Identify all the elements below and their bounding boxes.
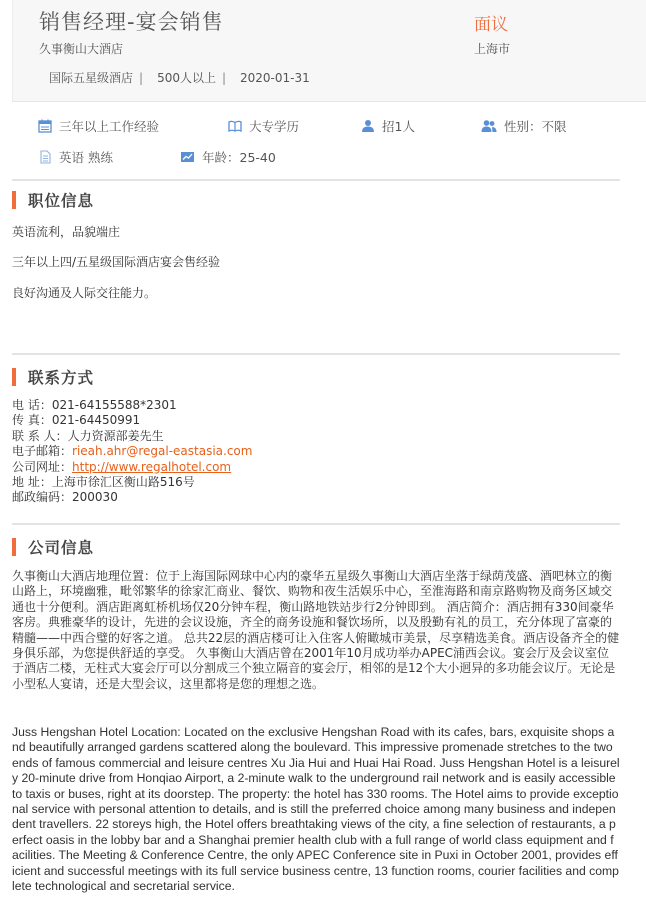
attr-language [38,148,113,166]
section-title: 公司信息 [28,539,95,557]
salary: 面议 [474,15,508,35]
address-value: 上海市徐汇区衡山路516号 [51,475,195,490]
address-label: 地 址： [12,475,52,490]
requirement-line: 良好沟通及人际交往能力。 [12,286,157,300]
phone-value: 021-64155588*2301 [51,398,177,412]
people-icon [481,119,497,133]
fax-label: 传 真： [12,413,52,428]
requirement-line: 英语流利，品貌端庄 [12,225,121,239]
divider [12,179,620,181]
website-link[interactable]: http://www.regalhotel.com [72,459,232,474]
section-accent-bar [12,191,16,209]
company-size: 500人以上 [157,71,216,85]
company-description-cn: 久事衡山大酒店地理位置：位于上海国际网球中心内的豪华五星级久事衡山大酒店坐落于绿荫茂盛、酒吧林立的衡山路上，环境幽雅，毗邻繁华的徐家汇商业、餐饮、购物和夜生活娱乐中心，至淮海路和南京路购物及商务区域交通也十分便利。酒店距离虹桥机场仅20分钟车程，衡山路地铁站步行2分钟即到。 酒店简介：酒店拥有330间豪华客房。典雅豪华的设计，先进的会议设施，齐全的商务设施和餐饮场所，以及殷勤有礼的员工，充分体现了富豪的精髓——中西合璧的好客之道。 总共22层的酒店楼可让入住客人俯瞰城市美景，尽享精选美食。酒店设备齐全的健身俱乐部，为您提供舒适的享受。 久事衡山大酒店曾在2001年10月成功举办APEC浦西会议。宴会厅及会议室位于酒店二楼，无柱式大宴会厅可以分割成三个独立隔音的宴会厅，相邻的是12个大小迥异的多功能会议厅。无论是小型私人宴请，还是大型会议，这里都将是您的理想之选。 [12,569,620,691]
job-header [12,0,646,102]
document-icon [38,150,52,164]
contact-address [12,475,252,490]
contact-person [12,429,252,444]
contact-email [12,444,252,459]
section-contact [12,366,94,388]
email-link[interactable]: rieah.ahr@regal-eastasia.com [72,444,253,459]
section-title: 联系方式 [28,369,95,387]
section-accent-bar [12,538,16,556]
person-icon [361,119,375,133]
divider [12,353,620,355]
company-description-en: Juss Hengshan Hotel Location: Located on the exclusive Hengshan Road with its cafes, bars, exquisite shops and beautifully arranged gardens scattered along the boulevard. This impressive promenade stretches to the two ends of famous commercial and leisure centres Xu Jia Hui and Huai Hai Road. Juss Hengshan Hotel is a leisurely 20-minute drive from Honqiao Airport, a 2-minute walk to the underground rail network and is easily accessible to taxis or buses, right at its doorstep. The property: the hotel has 330 rooms. The Hotel aims to provide exceptional service with personal attention to details, and is still the preferred choice among many business and independent travellers. 22 storeys high, the Hotel offers breathtaking views of the city, a fine selection of restaurants, a perfect oasis in the lobby bar and a Shanghai premier health club with a full range of world class equipment and facilities. The Meeting & Conference Centre, the only APEC Conference site in Puxi in October 2001, provides efficient and successful meetings with its full service business centre, 13 function rooms, courier facilities and complete technological and secretarial service. [12,725,620,894]
attr-label: 三年以上工作经验 [59,119,160,134]
contact-details [12,398,252,506]
company-name[interactable]: 久事衡山大酒店 [39,42,124,56]
company-meta [49,69,310,86]
attr-experience [38,117,159,135]
postcode-value: 200030 [72,490,118,505]
post-date: 2020-01-31 [240,71,310,85]
attr-education [228,117,299,135]
contact-postcode [12,490,252,505]
person-label: 联 系 人： [12,428,68,443]
job-city: 上海市 [474,42,511,56]
contact-phone [12,398,252,413]
contact-website [12,460,252,475]
company-type: 国际五星级酒店 [49,71,134,85]
section-company-info [12,536,94,558]
email-label: 电子邮箱： [12,444,73,459]
phone-label: 电 话： [12,398,52,412]
meta-separator: | [139,71,144,85]
postcode-label: 邮政编码： [12,490,73,505]
job-title: 销售经理-宴会销售 [39,10,224,34]
calendar-icon [38,119,52,133]
requirement-line: 三年以上四/五星级国际酒店宴会售经验 [12,255,221,269]
divider [12,523,620,525]
attr-label: 英语 熟练 [59,150,113,165]
attr-label: 大专学历 [249,119,300,134]
chart-icon [180,150,195,164]
fax-value: 021-64450991 [51,413,141,428]
attr-age [180,148,276,166]
contact-fax [12,413,252,428]
person-value: 人力资源部姜先生 [67,428,164,443]
attr-label: 招1人 [382,119,415,134]
website-label: 公司网址： [12,459,73,474]
attr-headcount [361,117,415,135]
section-title: 职位信息 [28,192,95,210]
section-accent-bar [12,368,16,386]
attr-label: 性别：不限 [504,119,567,134]
meta-separator: | [221,71,227,85]
book-icon [228,119,242,133]
section-job-info [12,189,94,211]
attr-gender [481,117,567,135]
attr-label: 年龄：25-40 [202,150,276,165]
